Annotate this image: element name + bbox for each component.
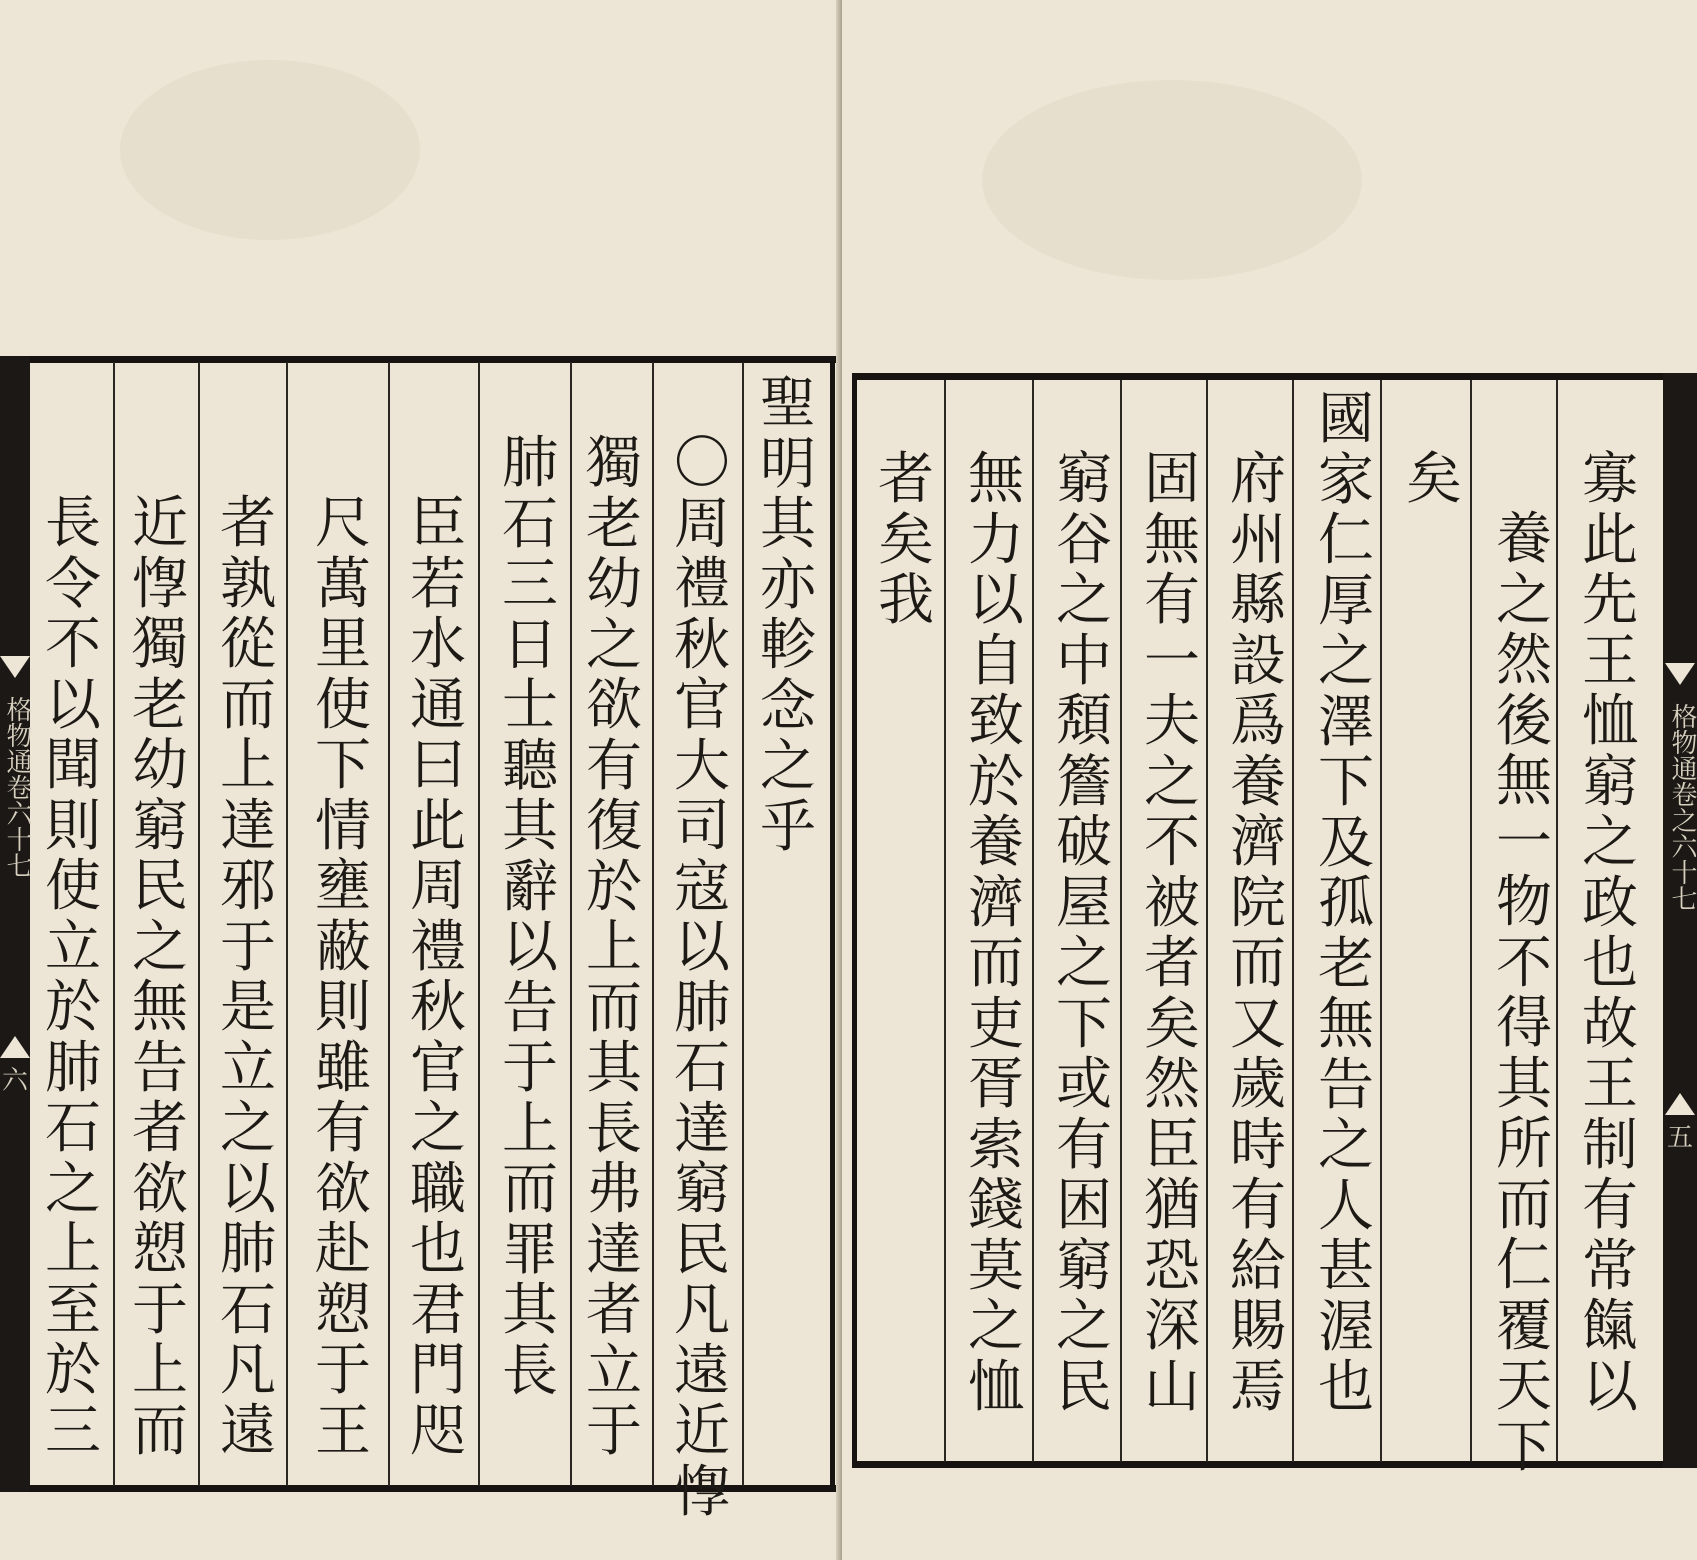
text-column: 固 無 有 一 夫 之 不 被 者 矣 然 臣 猶 恐 深 山 [1144,447,1200,1420]
text-column: 聖 明 其 亦 軫 念 之 乎 [760,371,816,860]
text-column: 肺 石 三 日 士 聽 其 辭 以 告 于 上 而 罪 其 長 [502,431,558,1404]
text-column: 窮 谷 之 中 頽 簷 破 屋 之 下 或 有 困 窮 之 民 [1056,447,1112,1420]
fish-tail-mark [1665,663,1695,685]
text-column: 者 孰 從 而 上 達 邪 于 是 立 之 以 肺 石 凡 遠 [220,491,276,1464]
text-column: 獨 老 幼 之 欲 有 復 於 上 而 其 長 弗 達 者 立 于 [586,431,642,1464]
fold-page-number: 六 [1,1066,28,1096]
frame-edge [830,356,835,1492]
text-column: 國 家 仁 厚 之 澤 下 及 孤 老 無 告 之 人 甚 渥 也 [1318,387,1374,1420]
column-rule [478,362,480,1486]
column-rule [1470,380,1472,1462]
text-column: 臣 若 水 通 曰 此 周 禮 秋 官 之 職 也 君 門 咫 [410,491,466,1464]
text-column: 養 之 然 後 無 一 物 不 得 其 所 而 仁 覆 天 下 [1496,507,1552,1480]
fish-tail-mark [0,1036,30,1058]
left-page [0,0,842,1560]
paper-stain [120,60,420,240]
fish-tail-mark [0,656,30,678]
left-fold-heart [0,356,30,1492]
column-rule [286,362,288,1486]
text-column: 者 矣 我 [878,447,934,633]
text-column: 〇 周 禮 秋 官 大 司 寇 以 肺 石 達 窮 民 凡 遠 近 惸 [674,431,730,1525]
text-column: 矣 [1406,447,1462,512]
column-rule [570,362,572,1486]
text-column: 尺 萬 里 使 下 情 壅 蔽 則 雖 有 欲 赴 愬 于 王 [315,491,371,1464]
text-column: 無 力 以 自 致 於 養 濟 而 吏 胥 索 錢 莫 之 恤 [968,447,1024,1420]
fish-tail-mark [1665,1093,1695,1115]
column-rule [113,362,115,1486]
right-fold-heart [1663,373,1697,1468]
column-rule [388,362,390,1486]
paper-stain [982,80,1362,280]
column-rule [742,362,744,1486]
column-rule [198,362,200,1486]
fold-heart-title: 格物通卷之六十七 [1667,703,1697,911]
text-column: 長 令 不 以 聞 則 使 立 於 肺 石 之 上 至 於 三 [45,491,101,1464]
fold-page-number: 五 [1666,1123,1693,1153]
text-column: 寡 此 先 王 恤 窮 之 政 也 故 王 制 有 常 餼 以 [1582,447,1638,1420]
column-rule [652,362,654,1486]
fold-heart-title: 格物通卷六十七 [2,696,32,878]
text-column: 近 惸 獨 老 幼 窮 民 之 無 告 者 欲 愬 于 上 而 [132,491,188,1464]
text-column: 府 州 縣 設 爲 養 濟 院 而 又 歲 時 有 給 賜 焉 [1230,447,1286,1420]
